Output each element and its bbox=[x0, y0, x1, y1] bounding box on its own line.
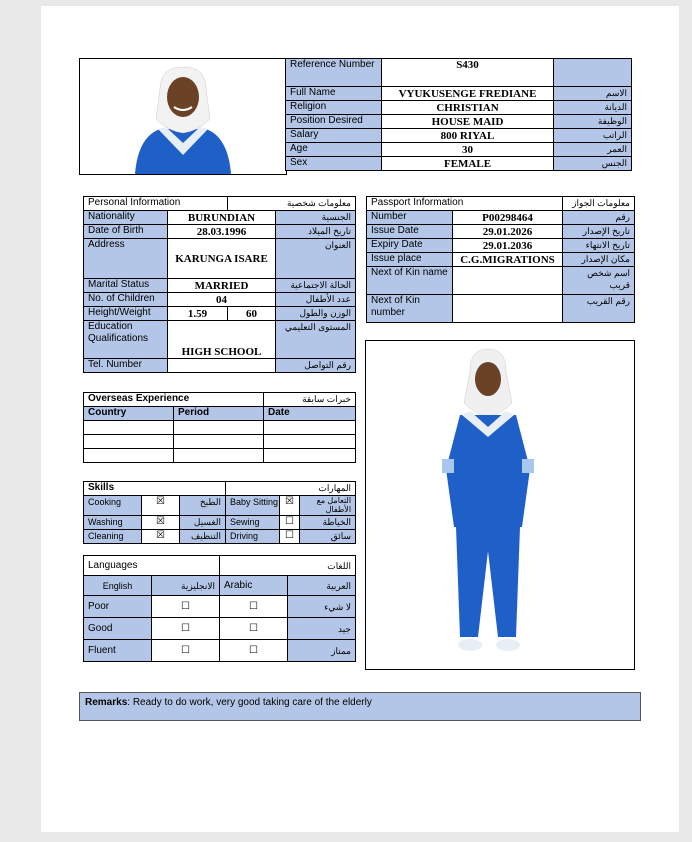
marital-value: MARRIED bbox=[168, 279, 276, 293]
full-name-value: VYUKUSENGE FREDIANE bbox=[382, 87, 554, 101]
personal-info-table bbox=[83, 196, 356, 373]
marital-label: Marital Status bbox=[84, 279, 168, 293]
passport-number-value: P00298464 bbox=[453, 211, 563, 225]
skill-driving-label: Driving bbox=[226, 530, 280, 544]
salary-arabic: الراتب bbox=[554, 129, 632, 143]
issue-date-value: 29.01.2026 bbox=[453, 225, 563, 239]
tel-label: Tel. Number bbox=[84, 359, 168, 373]
full-body-photo bbox=[365, 340, 635, 670]
education-arabic: المستوى التعليمي bbox=[276, 321, 356, 359]
sex-value: FEMALE bbox=[382, 157, 554, 171]
reference-value: S430 bbox=[382, 59, 554, 87]
skill-babysitting-checkbox[interactable]: ☒ bbox=[280, 496, 300, 516]
level-good-arabic: جيد bbox=[288, 618, 356, 640]
kin-name-label: Next of Kin name bbox=[367, 267, 453, 295]
religion-label: Religion bbox=[286, 101, 382, 115]
dob-label: Date of Birth bbox=[84, 225, 168, 239]
portrait-photo bbox=[79, 58, 287, 175]
tel-arabic: رقم التواصل bbox=[276, 359, 356, 373]
skill-sewing-arabic: الخياطة bbox=[300, 516, 356, 530]
overseas-title-arabic: خبرات سابقة bbox=[264, 393, 356, 407]
table-row bbox=[84, 421, 356, 435]
children-value: 04 bbox=[168, 293, 276, 307]
level-good-label: Good bbox=[84, 618, 152, 640]
position-value: HOUSE MAID bbox=[382, 115, 554, 129]
age-value: 30 bbox=[382, 143, 554, 157]
reference-label: Reference Number bbox=[286, 59, 382, 87]
skill-washing-arabic: الغسيل bbox=[180, 516, 226, 530]
issue-place-label: Issue place bbox=[367, 253, 453, 267]
passport-title: Passport Information bbox=[367, 197, 563, 211]
height-weight-label: Height/Weight bbox=[84, 307, 168, 321]
arabic-arabic: العربية bbox=[288, 576, 356, 596]
poor-arabic-checkbox[interactable]: ☐ bbox=[220, 596, 288, 618]
religion-value: CHRISTIAN bbox=[382, 101, 554, 115]
dob-value: 28.03.1996 bbox=[168, 225, 276, 239]
languages-table bbox=[83, 555, 356, 662]
skills-row bbox=[84, 496, 356, 516]
issue-date-label: Issue Date bbox=[367, 225, 453, 239]
skill-sewing-label: Sewing bbox=[226, 516, 280, 530]
portrait-illustration bbox=[80, 59, 286, 174]
skill-babysitting-label: Baby Sitting bbox=[226, 496, 280, 516]
level-fluent-label: Fluent bbox=[84, 640, 152, 662]
good-arabic-checkbox[interactable]: ☐ bbox=[220, 618, 288, 640]
age-label: Age bbox=[286, 143, 382, 157]
level-poor-label: Poor bbox=[84, 596, 152, 618]
religion-arabic: الديانة bbox=[554, 101, 632, 115]
age-arabic: العمر bbox=[554, 143, 632, 157]
skills-table bbox=[83, 481, 356, 544]
skill-washing-label: Washing bbox=[84, 516, 142, 530]
cv-page bbox=[41, 6, 679, 832]
nationality-arabic: الجنسية bbox=[276, 211, 356, 225]
education-value: HIGH SCHOOL bbox=[168, 321, 276, 359]
table-row bbox=[84, 435, 356, 449]
education-label: Education Qualifications bbox=[84, 321, 168, 359]
good-english-checkbox[interactable]: ☐ bbox=[152, 618, 220, 640]
expiry-value: 29.01.2036 bbox=[453, 239, 563, 253]
languages-title: Languages bbox=[84, 556, 220, 576]
skill-cleaning-checkbox[interactable]: ☒ bbox=[142, 530, 180, 544]
address-arabic: العنوان bbox=[276, 239, 356, 279]
position-label: Position Desired bbox=[286, 115, 382, 129]
skills-row bbox=[84, 530, 356, 544]
address-label: Address bbox=[84, 239, 168, 279]
sex-label: Sex bbox=[286, 157, 382, 171]
passport-info-table bbox=[366, 196, 635, 323]
children-arabic: عدد الأطفال bbox=[276, 293, 356, 307]
full-name-arabic: الاسم bbox=[554, 87, 632, 101]
height-weight-arabic: الوزن والطول bbox=[276, 307, 356, 321]
kin-number-label: Next of Kin number bbox=[367, 295, 453, 323]
salary-value: 800 RIYAL bbox=[382, 129, 554, 143]
skill-cleaning-label: Cleaning bbox=[84, 530, 142, 544]
kin-name-arabic: اسم شخص قريب bbox=[563, 267, 635, 295]
issue-place-value: C.G.MIGRATIONS bbox=[453, 253, 563, 267]
skill-cooking-arabic: الطبخ bbox=[180, 496, 226, 516]
expiry-label: Expiry Date bbox=[367, 239, 453, 253]
languages-title-arabic: اللغات bbox=[220, 556, 356, 576]
full-name-label: Full Name bbox=[286, 87, 382, 101]
skills-row bbox=[84, 516, 356, 530]
skills-title-arabic: المهارات bbox=[226, 482, 356, 496]
english-arabic: الانجليزية bbox=[152, 576, 220, 596]
skill-sewing-checkbox[interactable]: ☐ bbox=[280, 516, 300, 530]
children-label: No. of Children bbox=[84, 293, 168, 307]
nationality-value: BURUNDIAN bbox=[168, 211, 276, 225]
issue-date-arabic: تاريخ الإصدار bbox=[563, 225, 635, 239]
language-level-row bbox=[84, 596, 356, 618]
english-label: English bbox=[84, 576, 152, 596]
poor-english-checkbox[interactable]: ☐ bbox=[152, 596, 220, 618]
overseas-col-period: Period bbox=[174, 407, 264, 421]
fluent-english-checkbox[interactable]: ☐ bbox=[152, 640, 220, 662]
marital-arabic: الحالة الاجتماعية bbox=[276, 279, 356, 293]
level-poor-arabic: لا شيء bbox=[288, 596, 356, 618]
skill-washing-checkbox[interactable]: ☒ bbox=[142, 516, 180, 530]
language-level-row bbox=[84, 618, 356, 640]
skill-cleaning-arabic: التنظيف bbox=[180, 530, 226, 544]
weight-value: 60 bbox=[228, 307, 276, 321]
nationality-label: Nationality bbox=[84, 211, 168, 225]
full-body-illustration bbox=[366, 341, 634, 669]
fluent-arabic-checkbox[interactable]: ☐ bbox=[220, 640, 288, 662]
salary-label: Salary bbox=[286, 129, 382, 143]
skill-driving-checkbox[interactable]: ☐ bbox=[280, 530, 300, 544]
overseas-col-date: Date bbox=[264, 407, 356, 421]
kin-number-arabic: رقم القريب bbox=[563, 295, 635, 323]
address-value: KARUNGA ISARE bbox=[168, 239, 276, 279]
dob-arabic: تاريخ الميلاد bbox=[276, 225, 356, 239]
overseas-col-country: Country bbox=[84, 407, 174, 421]
table-row bbox=[84, 449, 356, 463]
overseas-experience-table bbox=[83, 392, 356, 463]
passport-number-arabic: رقم bbox=[563, 211, 635, 225]
passport-title-arabic: معلومات الجواز bbox=[563, 197, 635, 211]
kin-number-value bbox=[453, 295, 563, 323]
level-fluent-arabic: ممتاز bbox=[288, 640, 356, 662]
tel-value bbox=[168, 359, 276, 373]
position-arabic: الوظيفة bbox=[554, 115, 632, 129]
height-value: 1.59 bbox=[168, 307, 228, 321]
skill-cooking-label: Cooking bbox=[84, 496, 142, 516]
kin-name-value bbox=[453, 267, 563, 295]
skill-babysitting-arabic: التعامل مع الأطفال bbox=[300, 496, 356, 516]
arabic-label: Arabic bbox=[220, 576, 288, 596]
remarks-label: Remarks bbox=[85, 697, 128, 708]
personal-title: Personal Information bbox=[84, 197, 228, 211]
skills-title: Skills bbox=[84, 482, 226, 496]
reference-arabic bbox=[554, 59, 632, 87]
language-level-row bbox=[84, 640, 356, 662]
remarks-box bbox=[79, 692, 641, 721]
expiry-arabic: تاريخ الانتهاء bbox=[563, 239, 635, 253]
overseas-title: Overseas Experience bbox=[84, 393, 264, 407]
header-info-table bbox=[285, 58, 632, 171]
skill-cooking-checkbox[interactable]: ☒ bbox=[142, 496, 180, 516]
remarks-text: : Ready to do work, very good taking care of the elderly bbox=[127, 697, 372, 708]
passport-number-label: Number bbox=[367, 211, 453, 225]
issue-place-arabic: مكان الإصدار bbox=[563, 253, 635, 267]
skill-driving-arabic: سائق bbox=[300, 530, 356, 544]
personal-title-arabic: معلومات شخصية bbox=[228, 197, 356, 211]
sex-arabic: الجنس bbox=[554, 157, 632, 171]
